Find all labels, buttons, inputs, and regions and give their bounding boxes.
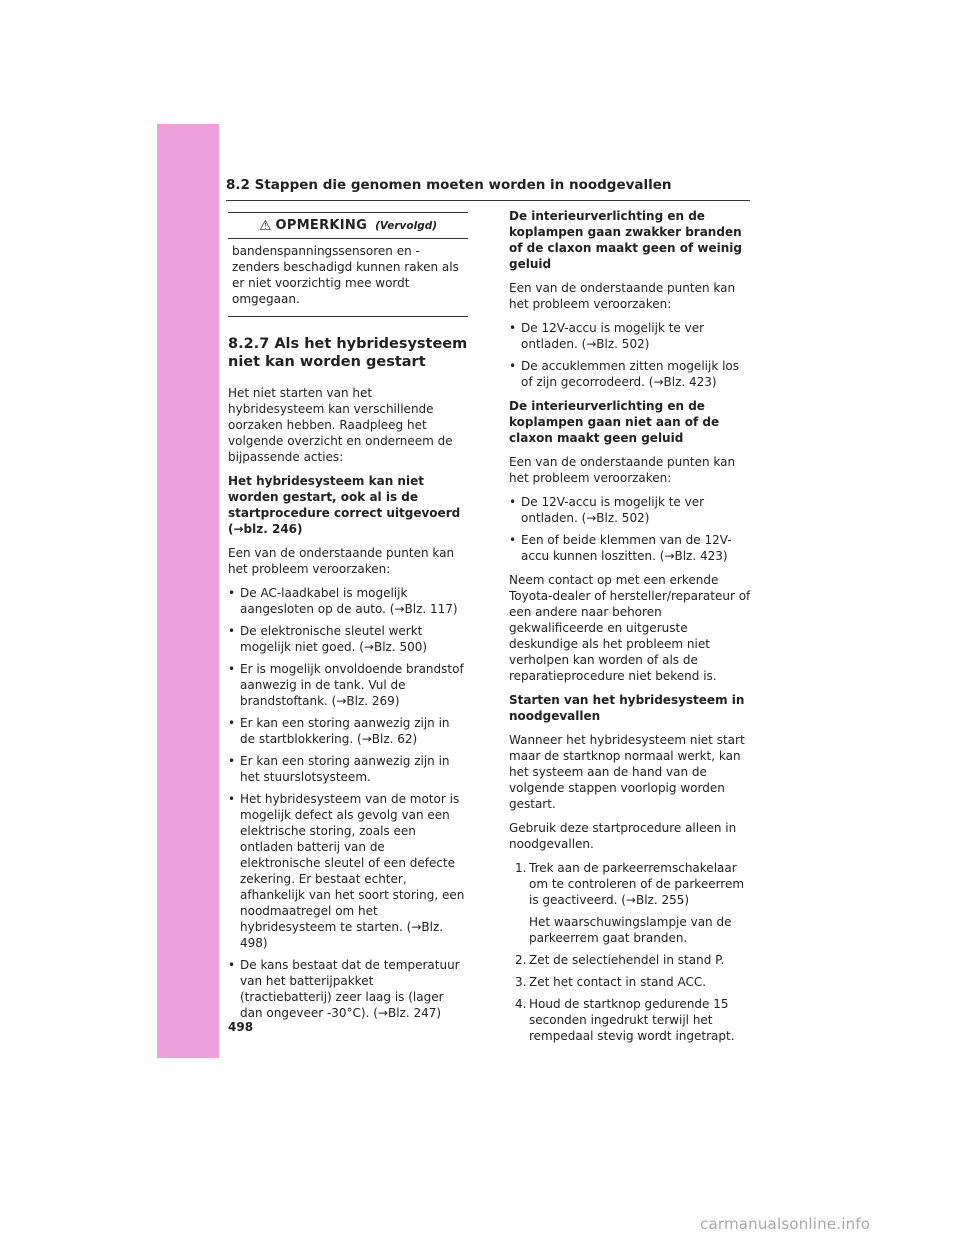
list-item: • Het hybridesysteem van de motor is mogelijk defect als gevolg van een elektrische storing, zoals een ontladen batterij van de elektronische sleutel of een defecte zekering. Er bestaat echter, afhankelijk van het soort storing, een noodmaatregel om het hybridesysteem te starten. (→Blz. 498) [228,791,468,951]
right-column [509,208,753,1050]
block4-para2: Gebruik deze startprocedure alleen in noodgevallen. [509,821,737,851]
block2-list [509,320,753,390]
list-item: • Een of beide klemmen van de 12V-accu kunnen loszitten. (→Blz. 423) [509,532,753,564]
block4-para1: Wanneer het hybridesysteem niet start maar de startknop normaal werkt, kan het systeem aan de hand van de volgende stappen voorlopig worden gestart. [509,733,745,811]
list-item: • Er kan een storing aanwezig zijn in het stuurslotsysteem. [228,753,468,785]
block3-closing: Neem contact op met een erkende Toyota-dealer of hersteller/reparateur of een andere naar behoren gekwalificeerde en uitgeruste deskundige als het probleem niet verholpen kan worden of als de reparatieprocedure niet bekend is. [509,573,751,683]
block2-heading: De interieurverlichting en de koplampen gaan zwakker branden of de claxon maakt geen of weinig geluid [509,209,742,271]
step-item: 1. Trek aan de parkeerremschakelaar om te controleren of de parkeerrem is geactiveerd. (→Blz. 255) Het waarschuwingslampje van de parkeerrem gaat branden. [515,860,753,946]
steps-list [515,860,753,1044]
step-item: 2. Zet de selectiehendel in stand P. [515,953,725,967]
list-item: • De AC-laadkabel is mogelijk aangesloten op de auto. (→Blz. 117) [228,585,468,617]
block3-list [509,494,753,564]
step-item: 3. Zet het contact in stand ACC. [515,975,707,989]
block3-lead: Een van de onderstaande punten kan het probleem veroorzaken: [509,455,736,485]
list-item: • De 12V-accu is mogelijk te ver ontladen. (→Blz. 502) [509,494,753,526]
block3-heading: De interieurverlichting en de koplampen gaan niet aan of de claxon maakt geen geluid [509,399,720,445]
section-intro: Het niet starten van het hybridesysteem kan verschillende oorzaken hebben. Raadpleeg het volgende overzicht en onderneem de bijpassende acties: [228,386,453,464]
running-header-title: 8.2 Stappen die genomen moeten worden in noodgevallen [226,177,672,193]
block4-heading: Starten van het hybridesysteem in noodgevallen [509,693,745,723]
step-item: 4. Houd de startknop gedurende 15 seconden ingedrukt terwijl het rempedaal stevig wordt ingetrapt. [515,997,735,1043]
pink-chapter-sidebar [157,124,219,1058]
block1-heading: Het hybridesysteem kan niet worden gestart, ook al is de startprocedure correct uitgevoerd (→blz. 246) [228,474,461,536]
block1-lead: Een van de onderstaande punten kan het probleem veroorzaken: [228,546,455,576]
block2-lead: Een van de onderstaande punten kan het probleem veroorzaken: [509,281,736,311]
list-item: • De elektronische sleutel werkt mogelijk niet goed. (→Blz. 500) [228,623,468,655]
block1-list [228,585,468,1021]
step-note: Het waarschuwingslampje van de parkeerrem gaat branden. [529,915,732,945]
list-item: • Er is mogelijk onvoldoende brandstof aanwezig in de tank. Vul de brandstoftank. (→Blz. 269) [228,661,468,709]
list-item: • Er kan een storing aanwezig zijn in de startblokkering. (→Blz. 62) [228,715,468,747]
note-title: OPMERKING [275,218,368,233]
page-number: 498 [228,1020,254,1034]
list-item: • De accuklemmen zitten mogelijk los of zijn gecorrodeerd. (→Blz. 423) [509,358,753,390]
note-header [228,213,468,239]
watermark: carmanualsonline.info [700,1215,871,1233]
note-body: bandenspanningssensoren en -zenders beschadigd kunnen raken als er niet voorzichtig mee wordt omgegaan. [232,244,459,306]
running-header [226,177,750,201]
list-item: • De 12V-accu is mogelijk te ver ontladen. (→Blz. 502) [509,320,753,352]
section-title: 8.2.7 Als het hybridesysteem niet kan worden gestart [228,336,468,370]
warning-icon: ⚠ [258,217,272,234]
left-column [228,212,468,1029]
list-item: • De kans bestaat dat de temperatuur van het batterijpakket (tractiebatterij) zeer laag is (lager dan ongeveer -30°C). (→Blz. 247) [228,957,468,1021]
note-box [228,212,468,317]
note-subtitle: (Vervolgd) [375,219,438,232]
